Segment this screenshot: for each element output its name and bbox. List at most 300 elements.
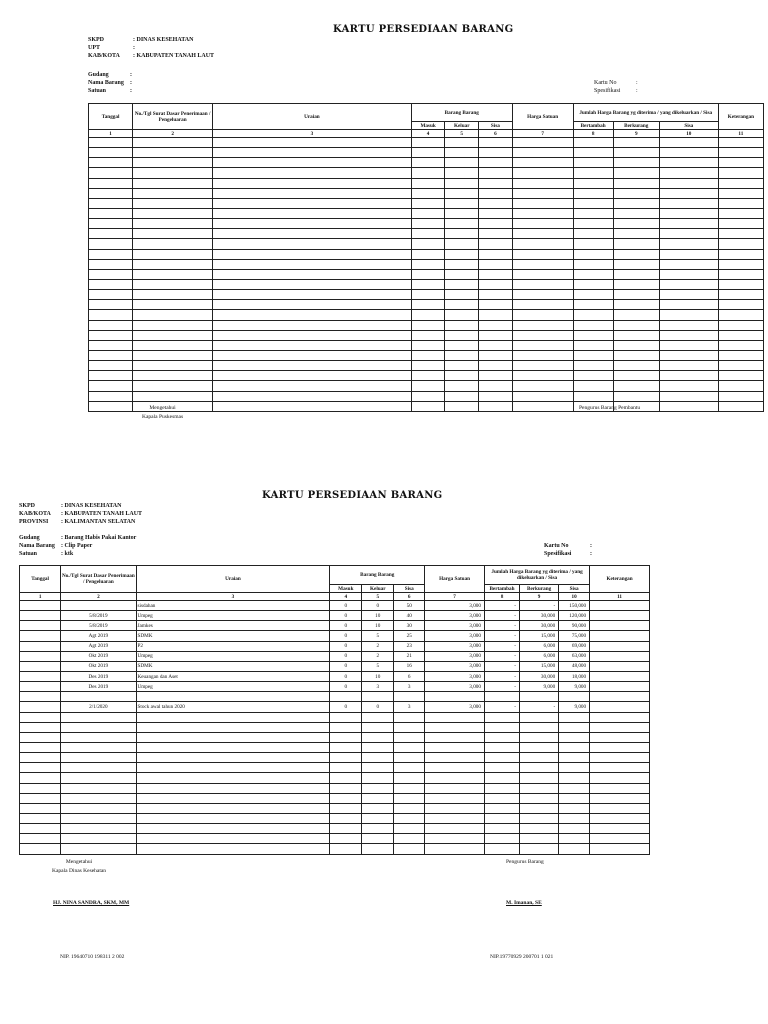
cell-sisa2	[659, 138, 718, 148]
col-keterangan: Keterangan	[590, 566, 650, 593]
cell-surat: 5/8/2019	[61, 611, 136, 621]
cell-uraian	[213, 401, 412, 411]
cell-harga	[512, 381, 573, 391]
cell-masuk: 0	[330, 611, 362, 621]
table-row	[20, 621, 650, 631]
card1-upt: UPT :	[88, 45, 135, 51]
cell-masuk: 0	[330, 661, 362, 671]
table-row	[20, 601, 650, 611]
cell-harga	[512, 249, 573, 259]
cell-harga	[512, 310, 573, 320]
cell-berkurang	[613, 188, 659, 198]
cell-masuk	[411, 188, 445, 198]
cell-sisa	[479, 188, 513, 198]
cell-berkurang	[520, 742, 559, 752]
cell-bertambah	[484, 783, 519, 793]
table-row	[89, 259, 764, 269]
cell-tanggal	[89, 401, 133, 411]
cell-uraian	[213, 188, 412, 198]
cell-sisa: 23	[394, 641, 425, 651]
table-row	[20, 682, 650, 692]
cell-berkurang	[613, 249, 659, 259]
cell-harga	[512, 340, 573, 350]
cell-ket	[718, 208, 763, 218]
cell-uraian	[213, 178, 412, 188]
cell-masuk	[330, 813, 362, 823]
cell-surat	[61, 722, 136, 732]
cell-tanggal	[89, 168, 133, 178]
cell-uraian	[213, 350, 412, 360]
cell-tanggal	[20, 692, 61, 702]
card2-satuan: Satuan : ktk	[19, 551, 74, 557]
cell-tanggal	[89, 138, 133, 148]
card1-item-info	[88, 71, 132, 95]
cell-berkurang	[613, 391, 659, 401]
cell-tanggal	[89, 249, 133, 259]
cell-tanggal	[20, 753, 61, 763]
cell-surat: 2/1/2020	[61, 702, 136, 712]
cell-ket	[718, 381, 763, 391]
table-row	[20, 611, 650, 621]
table-row	[20, 763, 650, 773]
cell-bertambah	[573, 259, 613, 269]
cell-masuk	[411, 158, 445, 168]
table-row	[20, 803, 650, 813]
cell-bertambah: -	[484, 671, 519, 681]
cell-tanggal	[20, 834, 61, 844]
cell-bertambah: -	[484, 651, 519, 661]
cell-uraian	[213, 259, 412, 269]
cell-tanggal	[20, 621, 61, 631]
cell-tanggal	[89, 269, 133, 279]
cell-tanggal	[89, 361, 133, 371]
cell-harga	[425, 824, 485, 834]
cell-uraian	[213, 279, 412, 289]
cell-surat	[133, 279, 213, 289]
cell-bertambah	[573, 269, 613, 279]
cell-sisa2	[559, 712, 590, 722]
cell-harga	[512, 391, 573, 401]
cell-bertambah: -	[484, 621, 519, 631]
cell-masuk	[330, 722, 362, 732]
cell-tanggal	[20, 783, 61, 793]
cell-surat	[61, 601, 136, 611]
cell-sisa2	[659, 300, 718, 310]
cell-surat	[133, 269, 213, 279]
cell-bertambah	[573, 391, 613, 401]
cell-harga	[512, 320, 573, 330]
cell-keluar	[445, 401, 479, 411]
cell-keluar	[445, 208, 479, 218]
cell-berkurang: 30,000	[520, 611, 559, 621]
cell-ket	[590, 763, 650, 773]
cell-sisa2	[659, 350, 718, 360]
cell-sisa	[479, 249, 513, 259]
cell-sisa	[479, 269, 513, 279]
cell-keluar	[362, 834, 394, 844]
cell-keluar	[445, 340, 479, 350]
col-barang: Barang Barang	[330, 566, 425, 585]
cell-masuk	[330, 763, 362, 773]
card1-right-info	[594, 79, 638, 95]
cell-ket	[590, 702, 650, 712]
cell-uraian	[213, 158, 412, 168]
cell-bertambah: -	[484, 661, 519, 671]
cell-harga	[512, 208, 573, 218]
cell-sisa2	[559, 763, 590, 773]
cell-bertambah	[573, 138, 613, 148]
cell-berkurang: 30,000	[520, 621, 559, 631]
table-row	[89, 138, 764, 148]
cell-surat: Des 2019	[61, 671, 136, 681]
cell-sisa	[479, 229, 513, 239]
cell-keluar: 10	[362, 671, 394, 681]
cell-ket	[590, 601, 650, 611]
table-row	[20, 722, 650, 732]
cell-bertambah	[573, 148, 613, 158]
cell-surat	[61, 742, 136, 752]
cell-bertambah: -	[484, 682, 519, 692]
cell-keluar	[362, 742, 394, 752]
cell-sisa: 25	[394, 631, 425, 641]
cell-harga: 3,000	[425, 671, 485, 681]
cell-bertambah	[484, 732, 519, 742]
cell-bertambah	[573, 198, 613, 208]
cell-ket	[718, 249, 763, 259]
cell-keluar	[445, 269, 479, 279]
cell-sisa2	[559, 753, 590, 763]
table-row	[89, 381, 764, 391]
cell-berkurang: -	[520, 702, 559, 712]
card1-signature-left: Mengetahui Kapala Puskesmas	[142, 405, 184, 420]
cell-harga: 3,000	[425, 621, 485, 631]
cell-masuk	[330, 783, 362, 793]
cell-sisa2	[659, 198, 718, 208]
table-row	[89, 300, 764, 310]
cell-berkurang	[520, 803, 559, 813]
cell-masuk	[411, 279, 445, 289]
cell-tanggal	[20, 732, 61, 742]
cell-bertambah	[573, 381, 613, 391]
cell-berkurang	[613, 158, 659, 168]
cell-harga	[512, 158, 573, 168]
cell-surat	[133, 138, 213, 148]
table-row	[89, 178, 764, 188]
cell-bertambah	[484, 844, 519, 854]
cell-sisa	[479, 198, 513, 208]
cell-keluar	[445, 350, 479, 360]
card2-kabkota: KAB/KOTA : KABUPATEN TANAH LAUT	[19, 511, 143, 517]
cell-ket	[718, 300, 763, 310]
col-surat: No./Tgl Surat Dasar Penerimaan / Pengeluaran	[133, 104, 213, 130]
cell-surat	[61, 844, 136, 854]
cell-ket	[718, 340, 763, 350]
cell-uraian: Umpeg	[136, 682, 330, 692]
cell-ket	[590, 631, 650, 641]
cell-sisa2	[659, 391, 718, 401]
cell-berkurang	[613, 350, 659, 360]
cell-harga	[512, 279, 573, 289]
cell-keluar	[362, 773, 394, 783]
table-row	[20, 712, 650, 722]
cell-ket	[718, 269, 763, 279]
table-row	[89, 320, 764, 330]
cell-berkurang	[613, 279, 659, 289]
col-sisa-harga: Sisa	[559, 585, 590, 593]
cell-sisa2	[559, 834, 590, 844]
cell-keluar	[362, 813, 394, 823]
cell-surat	[133, 300, 213, 310]
cell-surat	[133, 350, 213, 360]
cell-berkurang	[520, 722, 559, 732]
cell-surat	[61, 813, 136, 823]
cell-uraian	[136, 844, 330, 854]
cell-keluar: 5	[362, 631, 394, 641]
cell-surat	[133, 239, 213, 249]
cell-uraian: sisdahan	[136, 601, 330, 611]
cell-sisa2	[559, 793, 590, 803]
col-tanggal: Tanggal	[20, 566, 61, 593]
cell-tanggal	[20, 712, 61, 722]
table-row	[89, 340, 764, 350]
cell-sisa: 21	[394, 651, 425, 661]
cell-keluar	[445, 198, 479, 208]
cell-masuk	[330, 834, 362, 844]
cell-berkurang	[613, 229, 659, 239]
cell-masuk	[411, 391, 445, 401]
cell-sisa: 6	[394, 671, 425, 681]
col-berkurang: Berkurang	[520, 585, 559, 593]
cell-surat	[133, 330, 213, 340]
cell-berkurang	[613, 219, 659, 229]
table-row	[20, 631, 650, 641]
cell-berkurang	[520, 712, 559, 722]
cell-surat	[133, 391, 213, 401]
cell-berkurang	[520, 793, 559, 803]
cell-ket	[590, 753, 650, 763]
cell-ket	[590, 661, 650, 671]
table-row	[20, 824, 650, 834]
cell-ket	[590, 773, 650, 783]
cell-masuk	[330, 712, 362, 722]
cell-surat: Agt 2019	[61, 631, 136, 641]
cell-harga	[425, 722, 485, 732]
cell-keluar	[445, 381, 479, 391]
cell-uraian	[213, 391, 412, 401]
cell-berkurang	[613, 371, 659, 381]
cell-masuk	[411, 219, 445, 229]
cell-keluar	[362, 793, 394, 803]
cell-keluar	[362, 732, 394, 742]
cell-sisa2	[559, 803, 590, 813]
cell-keluar	[445, 148, 479, 158]
table-row	[89, 279, 764, 289]
cell-sisa2	[559, 722, 590, 732]
cell-masuk	[330, 753, 362, 763]
col-masuk: Masuk	[411, 122, 445, 130]
table-row	[89, 401, 764, 411]
cell-harga	[512, 138, 573, 148]
cell-ket	[718, 371, 763, 381]
cell-masuk	[411, 208, 445, 218]
cell-surat	[133, 178, 213, 188]
cell-sisa2	[559, 732, 590, 742]
cell-berkurang	[613, 239, 659, 249]
cell-sisa2: 75,000	[559, 631, 590, 641]
cell-sisa	[479, 300, 513, 310]
cell-berkurang	[613, 138, 659, 148]
cell-uraian	[136, 712, 330, 722]
cell-keluar	[445, 361, 479, 371]
table-row	[89, 249, 764, 259]
cell-sisa2	[659, 290, 718, 300]
cell-ket	[718, 391, 763, 401]
cell-harga	[512, 350, 573, 360]
cell-keluar	[445, 188, 479, 198]
cell-keluar: 0	[362, 702, 394, 712]
cell-sisa	[479, 340, 513, 350]
cell-surat: 5/8/2019	[61, 621, 136, 631]
column-number-row: 1 2 3 4 5 6 7 8 9 10 11	[20, 593, 650, 601]
cell-masuk	[330, 692, 362, 702]
cell-uraian	[213, 148, 412, 158]
cell-sisa: 40	[394, 611, 425, 621]
cell-masuk	[411, 401, 445, 411]
table-row	[20, 793, 650, 803]
cell-bertambah	[484, 692, 519, 702]
cell-keluar	[445, 138, 479, 148]
cell-surat	[61, 783, 136, 793]
cell-berkurang	[613, 310, 659, 320]
cell-masuk	[411, 381, 445, 391]
cell-tanggal	[89, 290, 133, 300]
cell-bertambah: -	[484, 641, 519, 651]
cell-bertambah	[484, 834, 519, 844]
cell-keluar	[445, 310, 479, 320]
cell-berkurang	[520, 813, 559, 823]
cell-harga: 3,000	[425, 702, 485, 712]
cell-sisa2: 69,000	[559, 641, 590, 651]
cell-uraian	[136, 692, 330, 702]
cell-tanggal	[20, 601, 61, 611]
card2-nama-barang: Nama Barang : Clip Paper	[19, 543, 93, 549]
cell-sisa	[479, 391, 513, 401]
cell-masuk	[411, 350, 445, 360]
cell-berkurang	[520, 692, 559, 702]
cell-sisa	[479, 381, 513, 391]
cell-ket	[718, 148, 763, 158]
cell-harga	[512, 239, 573, 249]
cell-surat	[61, 732, 136, 742]
cell-ket	[590, 712, 650, 722]
cell-sisa	[479, 178, 513, 188]
cell-uraian: SDMK	[136, 631, 330, 641]
cell-berkurang	[613, 381, 659, 391]
cell-harga	[512, 371, 573, 381]
cell-harga	[425, 813, 485, 823]
card1-spesifikasi: Spesifikasi :	[594, 88, 638, 94]
cell-uraian: Stock awal tahun 2020	[136, 702, 330, 712]
table-row	[20, 671, 650, 681]
cell-sisa	[394, 844, 425, 854]
cell-uraian	[213, 239, 412, 249]
cell-masuk	[330, 773, 362, 783]
cell-berkurang	[520, 824, 559, 834]
cell-uraian	[136, 722, 330, 732]
cell-keluar	[362, 824, 394, 834]
cell-berkurang	[613, 320, 659, 330]
cell-sisa2	[559, 692, 590, 702]
cell-uraian: Keuangan dan Aset	[136, 671, 330, 681]
cell-uraian	[213, 320, 412, 330]
cell-uraian: Umpeg	[136, 651, 330, 661]
cell-masuk	[411, 300, 445, 310]
cell-sisa2	[659, 178, 718, 188]
cell-keluar: 10	[362, 611, 394, 621]
cell-keluar	[445, 249, 479, 259]
col-surat: No./Tgl Surat Dasar Penerimaan / Pengeluaran	[61, 566, 136, 593]
cell-harga	[425, 732, 485, 742]
cell-surat	[133, 361, 213, 371]
cell-tanggal	[20, 803, 61, 813]
cell-keluar	[445, 158, 479, 168]
cell-harga	[425, 844, 485, 854]
cell-bertambah	[573, 188, 613, 198]
col-barang: Barang Barang	[411, 104, 512, 122]
card1-nama-barang: Nama Barang :	[88, 80, 132, 86]
cell-sisa	[479, 148, 513, 158]
cell-sisa2	[659, 371, 718, 381]
cell-sisa2	[659, 168, 718, 178]
card2-item-info	[19, 534, 136, 558]
cell-bertambah	[573, 208, 613, 218]
cell-tanggal	[20, 824, 61, 834]
card1-satuan: Satuan :	[88, 88, 132, 94]
cell-uraian	[213, 290, 412, 300]
cell-bertambah: -	[484, 611, 519, 621]
cell-harga: 3,000	[425, 682, 485, 692]
cell-keluar	[362, 692, 394, 702]
cell-ket	[590, 611, 650, 621]
cell-surat	[133, 198, 213, 208]
cell-surat	[133, 290, 213, 300]
cell-harga	[512, 401, 573, 411]
cell-tanggal	[89, 178, 133, 188]
cell-uraian: Umpeg	[136, 611, 330, 621]
cell-bertambah	[573, 361, 613, 371]
table-row	[20, 692, 650, 702]
table-row	[89, 269, 764, 279]
cell-sisa	[394, 753, 425, 763]
col-masuk: Masuk	[330, 585, 362, 593]
cell-sisa	[394, 773, 425, 783]
cell-sisa2	[659, 401, 718, 411]
cell-keluar	[445, 178, 479, 188]
cell-berkurang	[520, 732, 559, 742]
cell-tanggal	[89, 229, 133, 239]
cell-berkurang	[613, 269, 659, 279]
cell-berkurang	[613, 340, 659, 350]
card2-title: KARTU PERSEDIAAN BARANG	[262, 490, 443, 501]
cell-berkurang	[613, 259, 659, 269]
cell-berkurang	[613, 198, 659, 208]
table-row	[20, 834, 650, 844]
cell-bertambah	[484, 722, 519, 732]
cell-masuk	[411, 239, 445, 249]
cell-masuk	[330, 803, 362, 813]
table-row	[20, 753, 650, 763]
cell-surat: Okt 2019	[61, 651, 136, 661]
